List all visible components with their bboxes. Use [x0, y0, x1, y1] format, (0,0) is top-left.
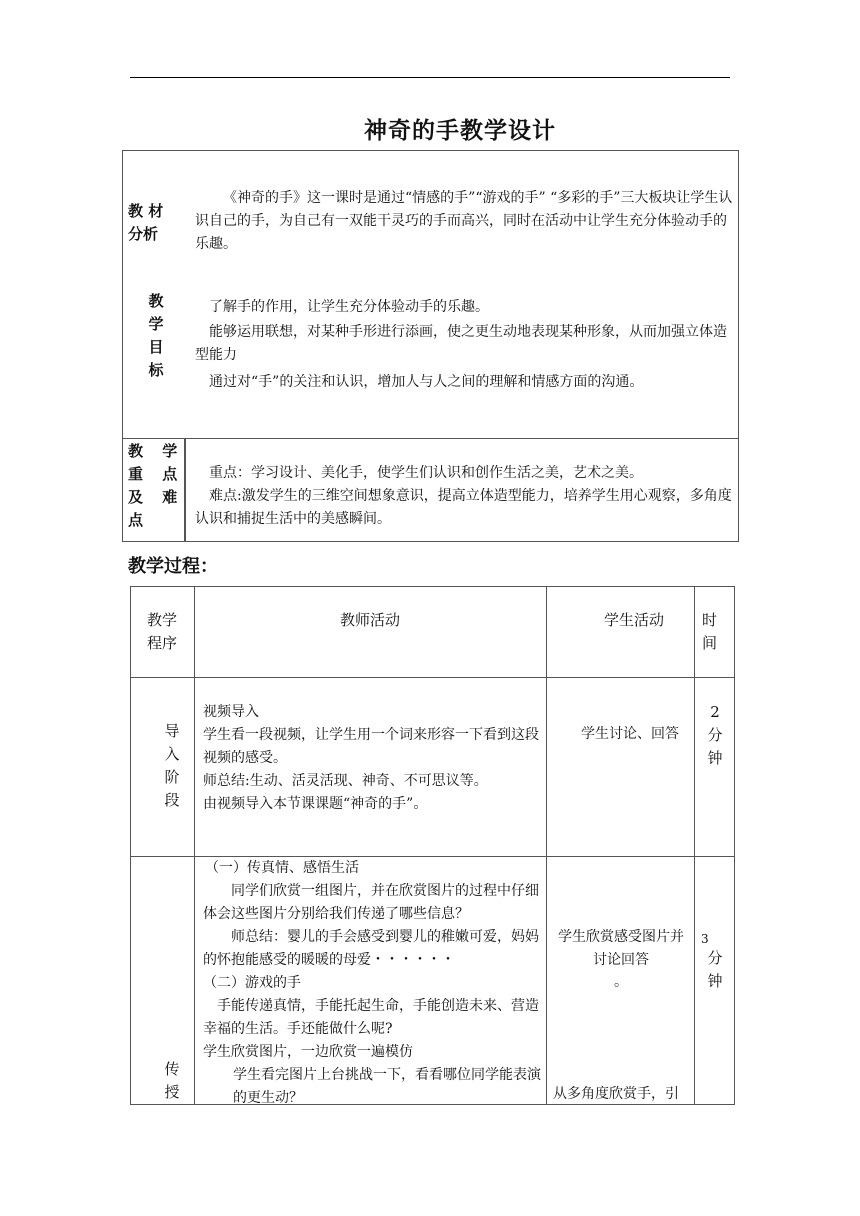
row2-teacher-line: 学生看完图片上台挑战一下，看看哪位同学能表演的更生动？	[233, 1067, 541, 1106]
row2-teacher-line: 手能传递真情，手能托起生命，手能创造未来、营造幸福的生活。手还能做什么呢?	[203, 998, 539, 1037]
header-time: 时 间	[702, 611, 718, 652]
goal-2: 能够运用联想，对某种手形进行添画，使之更生动地表现某种形象，从而加强立体造型能力	[195, 324, 727, 363]
row1-teacher-line: 由视频导入本节课课题“神奇的手”。	[203, 796, 428, 812]
key-point-text: 重点：学习设计、美化手，使学生们认识和创作生活之美，艺术之美。	[209, 465, 643, 481]
info-right-border	[738, 150, 739, 542]
analysis-label: 教 材 分析	[128, 202, 164, 243]
row1-teacher-line: 学生看一段视频，让学生用一个词来形容一下看到这段视频的感受。	[203, 727, 539, 766]
row2-time-unit: 分 钟	[707, 949, 723, 990]
row2-student-3: 从多角度欣赏手，引	[553, 1086, 679, 1102]
row2-teacher-line: （二）游戏的手	[203, 975, 301, 991]
row2-teacher-line: 师总结：婴儿的手会感受到婴儿的稚嫩可爱，妈妈的怀抱能感受的暖暖的母爱・・・・・・	[203, 929, 539, 968]
header-procedure: 教学 程序	[146, 611, 177, 652]
header-teacher: 教师活动	[339, 611, 400, 629]
process-heading: 教学过程：	[128, 556, 218, 577]
header-rule	[130, 77, 730, 78]
info-left-border-a	[122, 150, 123, 440]
key-label-3: 及 难	[128, 488, 178, 506]
goal-1: 了解手的作用，让学生充分体验动手的乐趣。	[209, 299, 489, 315]
info-left-border-b	[122, 440, 123, 542]
analysis-text: 《神奇的手》这一课时是通过“情感的手”“游戏的手” “多彩的手”三大板块让学生认识自己的手，为自己有一双能干灵巧的手而高兴，同时在活动中让学生充分体验动手的乐趣。	[195, 190, 733, 252]
row2-teacher	[203, 857, 541, 1110]
col-divider-2	[546, 586, 547, 1105]
row-divider-1	[130, 677, 735, 678]
row2-student-2: 。	[614, 974, 628, 990]
info-bottom-border	[122, 541, 738, 542]
difficulty-text: 难点:激发学生的三维空间想象意识，提高立体造型能力，培养学生用心观察，多角度认识和捕捉生活中的美感瞬间。	[195, 488, 732, 527]
goal-3: 通过对“手”的关注和认识，增加人与人之间的理解和情感方面的沟通。	[209, 374, 644, 390]
header-student: 学生活动	[603, 611, 664, 629]
goals-label: 教 学 目 标	[148, 292, 164, 379]
key-label-2: 重 点	[128, 465, 178, 483]
col-divider-3	[694, 586, 695, 1105]
row2-time-num: 3	[701, 932, 709, 946]
row2-student-1: 学生欣赏感受图片并讨论回答	[558, 929, 684, 968]
key-label-1: 教 学	[128, 442, 178, 460]
row1-teacher-line: 师总结:生动、活灵活现、神奇、不可思议等。	[203, 773, 488, 789]
row2-stage: 传 授	[164, 1060, 180, 1101]
info-top-border	[122, 150, 738, 151]
page-title: 神奇的手教学设计	[364, 117, 556, 144]
col-divider-1	[194, 586, 195, 1105]
row1-time: 2 分 钟	[707, 703, 723, 767]
keypoint-col-divider	[185, 438, 186, 541]
row2-teacher-line: 同学们欣赏一组图片，并在欣赏图片的过程中仔细体会这些图片分别给我们传递了哪些信息？	[203, 883, 539, 922]
info-divider-keypoints	[122, 438, 738, 439]
row2-teacher-line: （一）传真情、感悟生活	[205, 860, 359, 876]
row1-student: 学生讨论、回答	[581, 726, 679, 742]
row1-teacher-line: 视频导入	[203, 704, 259, 720]
key-label-4: 点	[128, 511, 144, 529]
row1-stage: 导 入 阶 段	[164, 722, 180, 809]
row1-teacher	[203, 701, 541, 816]
row2-teacher-line: 学生欣赏图片，一边欣赏一遍模仿	[203, 1044, 413, 1060]
